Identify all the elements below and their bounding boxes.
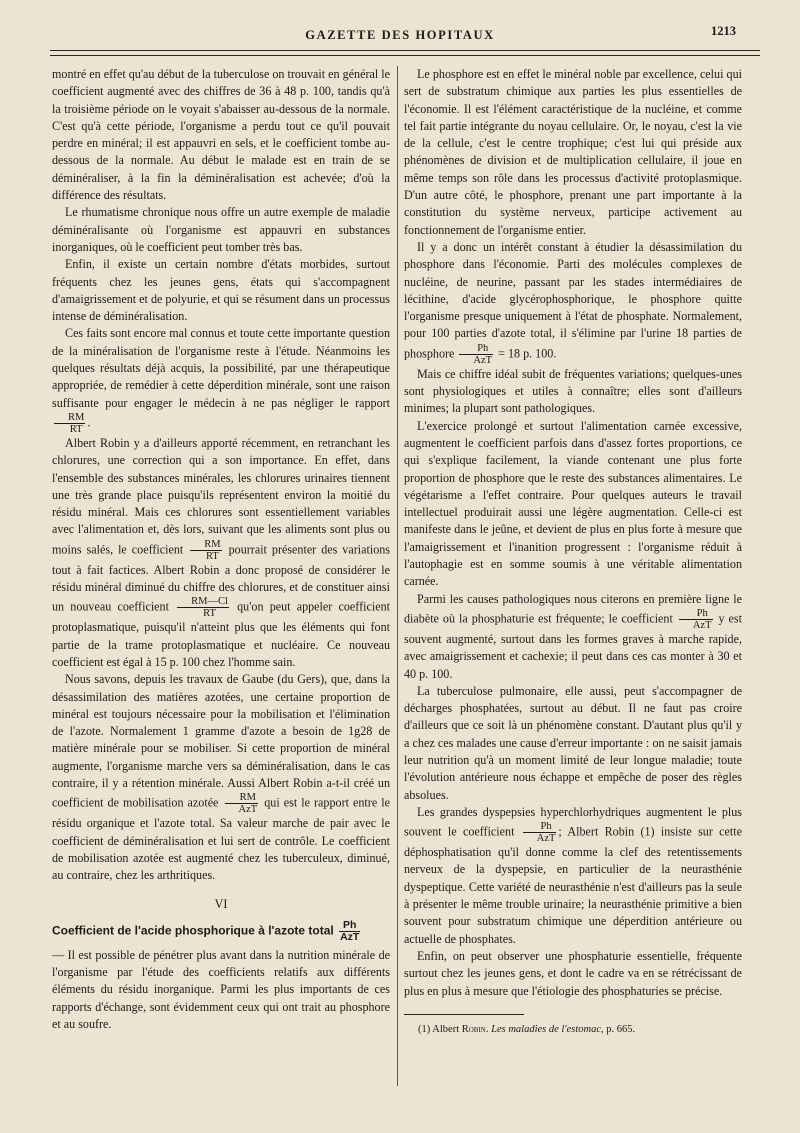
paragraph: [404, 239, 742, 366]
paragraph-text: pourrait présenter des variations tout à fait factices. Albert Robin a donc proposé de considérer le résidu minéral diminué du chiffre des chlorures, et de constituer ainsi un nouveau coefficient: [52, 542, 391, 614]
fraction-ph-azt: [459, 343, 493, 366]
fraction-numerator: RM: [68, 411, 85, 423]
paragraph: [52, 435, 390, 671]
fraction-ph-azt: [339, 920, 360, 943]
fraction-numerator: RM—Cl: [191, 596, 228, 608]
paragraph: L'exercice prolongé et surtout l'alimentation carnée excessive, augmentent le coefficient parfois dans d'assez fortes proportions, ce qui s'explique facilement, la viande contenant une plus forte proportion de phosphore que le reste des substances alimentaires. Le végétarisme a l'effet contraire. Pour quelques auteurs le travail intellectuel produirait aussi une légère augmentation. Celle-ci est manifeste dans le jeûne, et devient de plus en plus forte à mesure que l'amaigrissement et l'inanition progressent : l'organisme réduit à l'autophagie est en somme soumis à une véritable alimentation carnée.: [404, 418, 742, 589]
paragraph: [52, 671, 390, 884]
fraction-rm-azt: [225, 792, 259, 815]
paragraph-text: Les grandes dyspepsies hyperchlorhydriques augmentent le plus souvent le coefficient: [404, 804, 742, 839]
fraction-rm-rt: [190, 539, 221, 562]
footnote-author: Robin.: [461, 1023, 489, 1035]
paragraph: — Il est possible de pénétrer plus avant dans la nutrition minérale de l'organisme par l'étude des coefficients relatifs aux différents éléments du résidu inorganique. Parmi les plus importants de ces rapports d'échange, sont évidemment ceux qui ont trait au phosphore et au soufre.: [52, 947, 390, 1031]
paragraph-text: qu'on peut appeler coefficient protoplasmatique, puisqu'il n'atteint plus que les éléments qui font partie de la trame protoplasmatique et nucléaire. Ce nouveau coefficient est égal à 15 p. 100 chez l'homme sain.: [52, 599, 390, 669]
header-rule-thick: [50, 50, 760, 51]
section-title-text: Coefficient de l'acide phosphorique à l'azote total: [52, 923, 334, 938]
paragraph: Mais ce chiffre idéal subit de fréquentes variations; quelques-unes sont physiologiques et utiles à connaître; elles sont d'ailleurs minimes; la plupart sont pathologiques.: [404, 366, 742, 416]
paragraph: montré en effet qu'au début de la tuberculose on trouvait en général le coefficient augmenté avec des chiffres de 36 à 48 p. 100, tandis qu'à la troisième période on le voyait s'abaisser au-dessous de la normale. C'est qu'à cette période, l'organisme a perdu tout ce qu'il pouvait perdre en minéral; il est appauvri en sels, et le coefficient tombe au-dessous de la normale. Au début le malade est en train de se déminéraliser, à la fin la déminéralisation est achevée; d'où la différence des résultats.: [52, 67, 390, 203]
paragraph: [404, 804, 742, 948]
fraction-rm-cl-rt: [177, 596, 229, 619]
section-title: [52, 920, 390, 943]
paragraph-text: y est souvent augmenté, surtout dans les formes graves à marche rapide, avec amaigrissement et cachexie; il peut dans ces cas monter à 30 et 40 p. 100.: [404, 611, 742, 681]
fraction-denominator: RT: [190, 550, 221, 562]
paragraph-text: ; Albert Robin (1) insiste sur cette déphosphatisation qu'il donne comme la clef des retentissements nerveux de la dyspepsie, en particulier de la neurasthénie dyspeptique. Cette variété de neurasthénie n'est d'ailleurs pas la seule à présenter le même trouble urinaire; la neurasthénie primitive a bien souvent pour substratum chimique une déperdition antérieure ou actuelle de phosphates.: [404, 824, 742, 946]
masthead-title: GAZETTE DES HOPITAUX: [305, 28, 495, 42]
paragraph: [404, 591, 742, 683]
fraction-ph-azt: [679, 608, 713, 631]
paragraph: [52, 325, 390, 434]
fraction-denominator: AzT: [340, 930, 360, 943]
fraction-ph-azt: [523, 821, 557, 844]
footnote-number: (1) Albert: [418, 1023, 460, 1035]
fraction-denominator: AzT: [523, 832, 557, 844]
footnote-rule: [404, 1014, 524, 1015]
fraction-denominator: RT: [54, 423, 85, 435]
paragraph: Enfin, il existe un certain nombre d'états morbides, surtout fréquents chez les jeunes gens, états qui s'accompagnent d'amaigrissement et de polyurie, et qui se résument dans un processus intense de déminéralisation.: [52, 257, 390, 324]
fraction-numerator: RM: [239, 792, 256, 804]
paragraph: La tuberculose pulmonaire, elle aussi, peut s'accompagner de décharges phosphatées, surtout au début. Il ne faut pas croire d'ailleurs que ce soit là un phénomène constant. D'autant plus qu'il y a chez ces malades une cause d'erreur importante : on ne saisit jamais leur nutrition qu'à un moment limité de leur longue maladie; toute l'évolution antérieure nous échappe et empêche de poser des règles absolues.: [404, 683, 742, 802]
paragraph: Le rhumatisme chronique nous offre un autre exemple de maladie déminéralisante où l'organisme est appauvri en substances inorganiques, où le coefficient peut tomber très bas.: [52, 205, 390, 254]
right-column: [404, 66, 742, 1038]
footnote-title: Les maladies de l'estomac,: [491, 1023, 604, 1035]
paragraph-text: .: [87, 415, 91, 430]
paragraph-text: Il y a donc un intérêt constant à étudier la désassimilation du phosphore dans l'économie. Parti des molécules complexes de nucléine, de neurine, passant par les stades intermédiaires de lécithine, d'acide glycérophosphorique, le phosphore quitte l'organisme presque uniquement à l'état de phosphate. Normalement, pour 100 parties d'azote total, il s'élimine par l'urine 18 parties de phosphore: [404, 239, 742, 361]
fraction-denominator: AzT: [225, 803, 259, 815]
column-separator: [397, 66, 398, 1086]
paragraph-text: Parmi les causes pathologiques nous citerons en première ligne le diabète où la phosphaturie est fréquente; le coefficient: [404, 591, 742, 626]
left-column: [52, 66, 390, 1033]
paragraph-text: Ces faits sont encore mal connus et toute cette importante question de la minéralisation de l'organisme reste à l'étude. Néanmoins les quelques résultats déjà acquis, la possibilité, par une thérapeutique appropriée, de remédier à cette déperdition minérale, sont une raison suffisante pour engager le médecin à ne pas négliger le rapport: [52, 326, 390, 410]
paragraph-text: qui est le rapport entre le résidu organique et l'azote total. Sa valeur marche de pair avec le coefficient de déminéralisation et lui sert de contrôle. Le coefficient de mobilisation azotée est augmenté chez les tuberculeux, diminué, au contraire, chez les arthritiques.: [52, 795, 390, 883]
paragraph-text: Nous savons, depuis les travaux de Gaube (du Gers), que, dans la désassimilation des matières azotées, une certaine proportion de minéral est toujours nécessaire pour la mobilisation et l'élimination de l'azote. Normalement 1 gramme d'azote a besoin de 1g28 de matière minérale pour se mobiliser. Si cette proportion de minéral augmente, l'organisme marche vers sa déminéralisation, dans le cas contraire, il y a rétention minérale. Aussi Albert Robin a-t-il créé un coefficient de mobilisation azotée: [52, 672, 390, 810]
fraction-numerator: Ph: [696, 607, 708, 619]
footnote: [404, 1021, 742, 1038]
header-rule-thin: [50, 55, 760, 56]
fraction-denominator: AzT: [459, 354, 493, 366]
fraction-numerator: Ph: [477, 342, 489, 354]
footnote-page: p. 665.: [606, 1023, 636, 1035]
paragraph-text: = 18 p. 100.: [498, 346, 557, 361]
fraction-numerator: Ph: [343, 918, 357, 931]
paragraph: Le phosphore est en effet le minéral noble par excellence, celui qui sert de substratum chimique aux parties les plus essentielles de l'économie. Il est l'élément caractéristique de la nucléine, et comme tel fait partie intégrante du noyau cellulaire. Or, le noyau, c'est la vie de la cellule, c'est le centre trophique; c'est lui qui préside aux phénomènes de division et de multiplication cellulaire, il joue en même temps son rôle dans les processus d'activité protoplasmique. D'un autre côté, le phosphore, prenant une part importante à la constitution du système nerveux, participe activement au fonctionnement de l'organisme entier.: [404, 67, 742, 237]
fraction-denominator: AzT: [679, 619, 713, 631]
fraction-numerator: Ph: [540, 821, 552, 833]
section-number: VI: [214, 897, 228, 912]
paragraph-text: Albert Robin y a d'ailleurs apporté récemment, en retranchant les chlorures, une correction qui a son importance. En effet, dans l'ensemble des substances minérales, les chlorures urinaires tiennent une très grande place puisqu'ils représentent environ la moitié du résidu minéral. Mais ces chlorures sont essentiellement variables avec l'alimentation et, dès lors, suivant que les aliments sont plus ou moins salés, le coefficient: [52, 435, 390, 556]
fraction-rm-rt: [54, 412, 85, 435]
fraction-numerator: RM: [204, 538, 221, 550]
paragraph: Enfin, on peut observer une phosphaturie essentielle, fréquente surtout chez les jeunes gens, et dont le cadre va en se rétrécissant de plus en plus à mesure que l'étiologie des phosphaturies se précise.: [404, 948, 742, 998]
fraction-denominator: RT: [177, 607, 229, 619]
page-number: 1213: [711, 24, 736, 38]
